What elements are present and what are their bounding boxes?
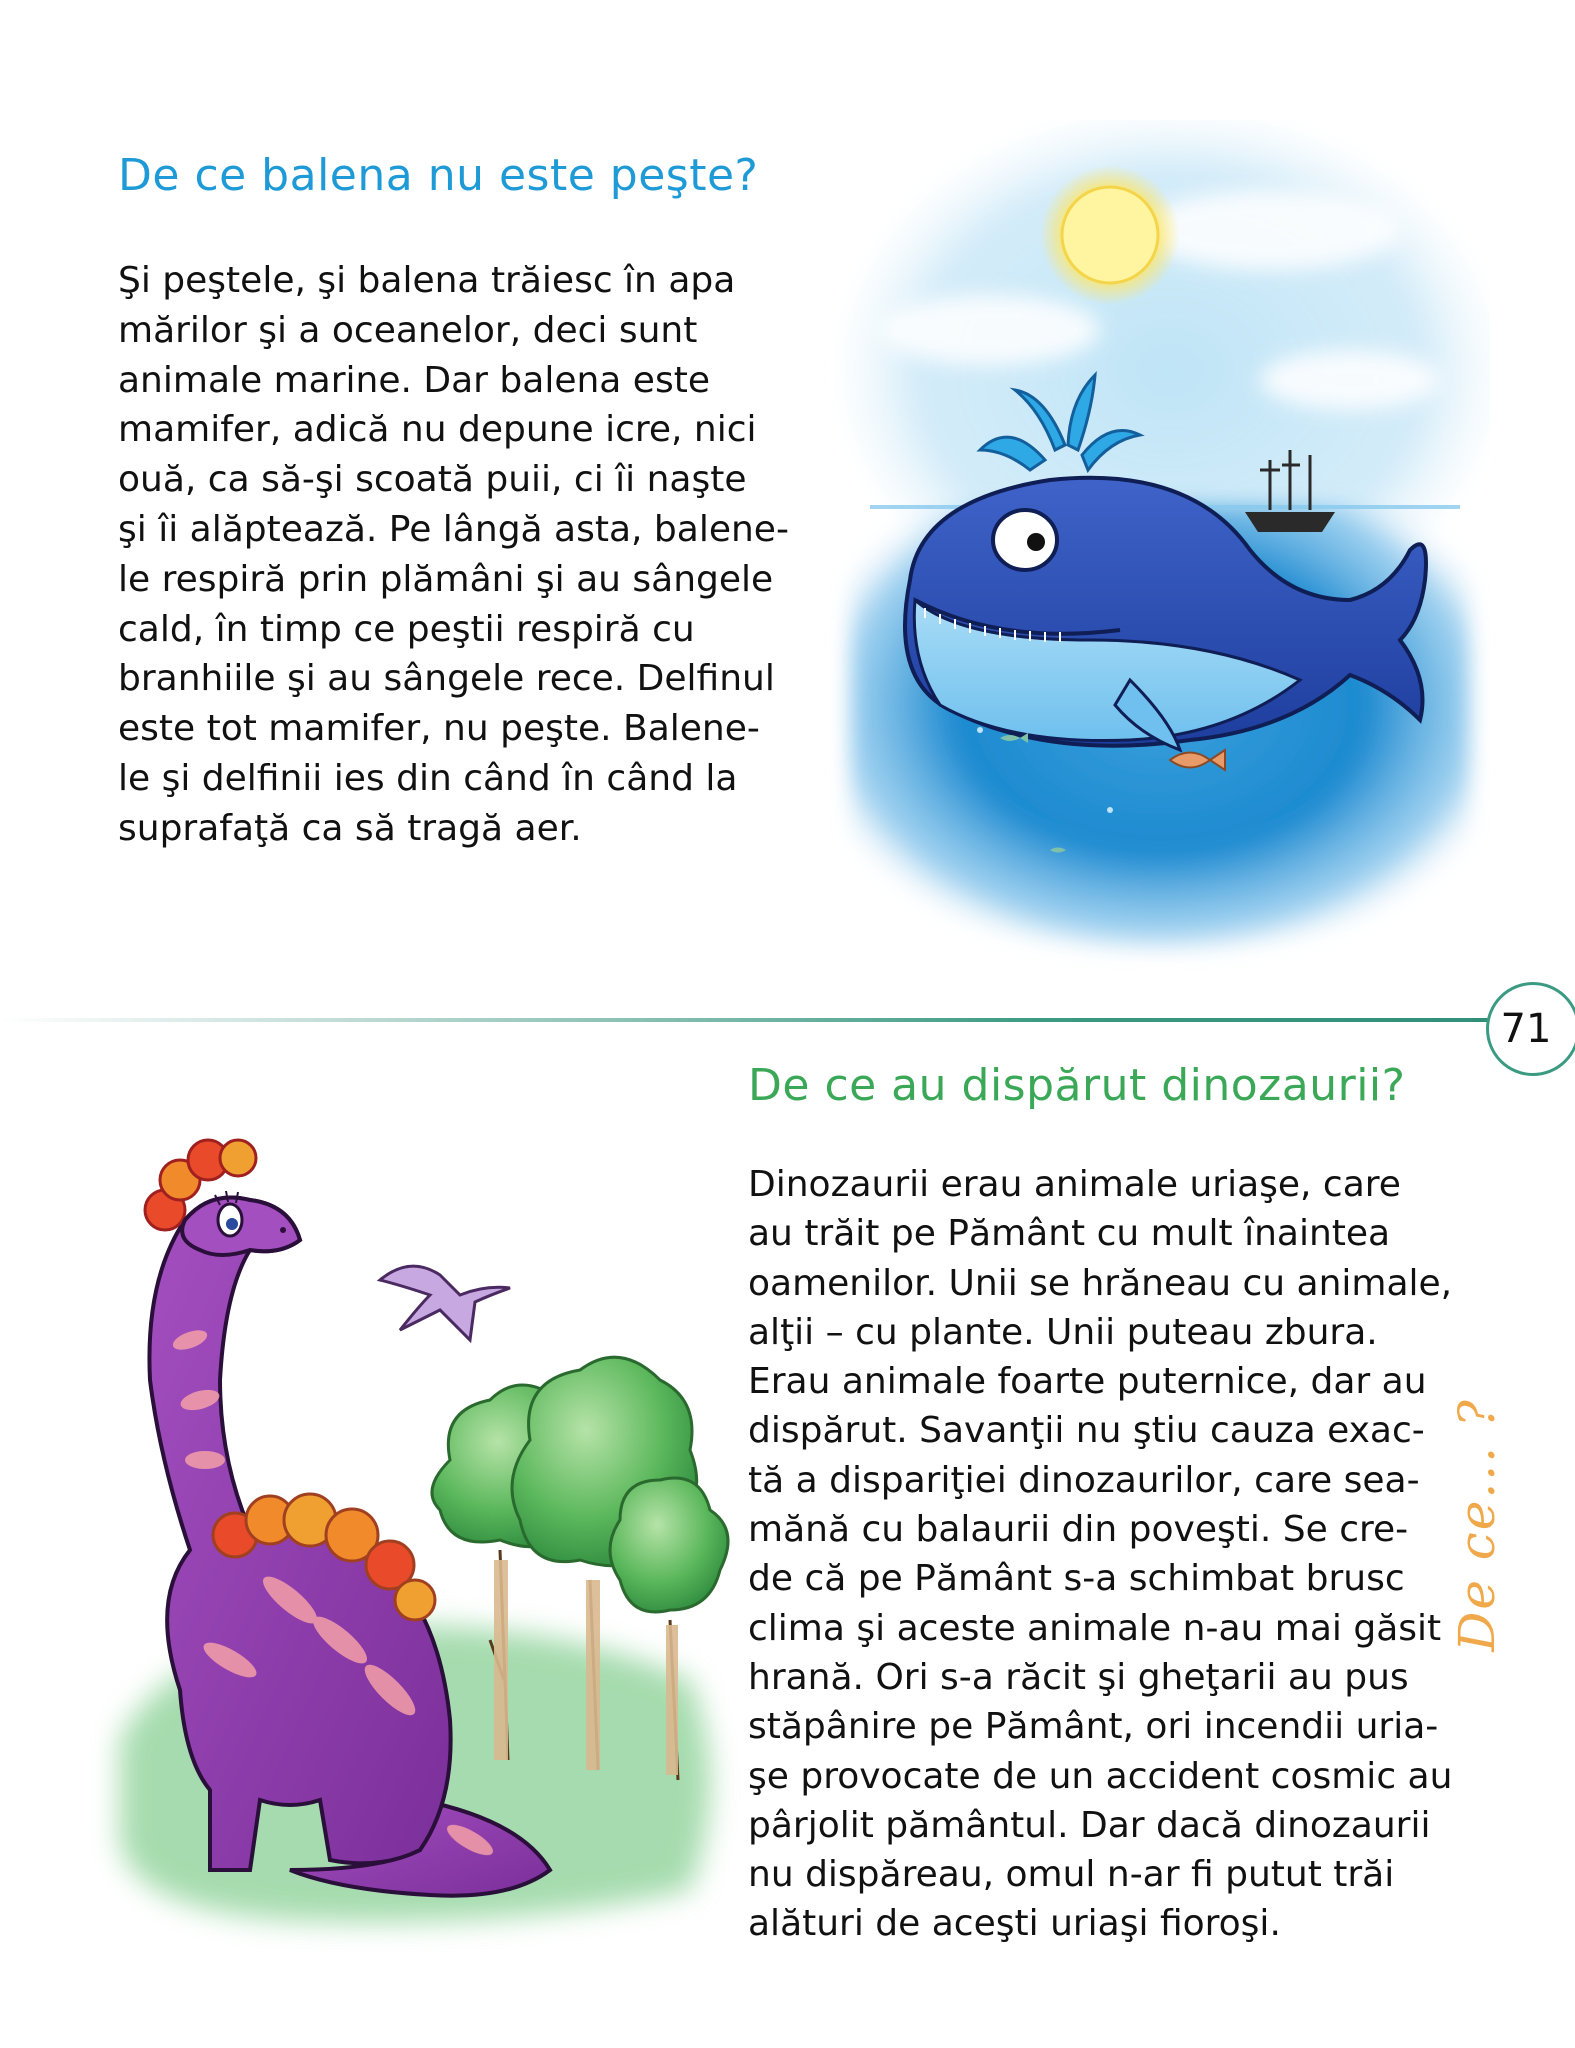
whale-text-line: le respiră prin plămâni şi au sângele (118, 558, 774, 600)
whale-text-line: mărilor şi a oceanelor, deci sunt (118, 309, 698, 351)
dino-text-line: oamenilor. Unii se hrăneau cu animale, (748, 1262, 1453, 1304)
whale-text-line: branhiile şi au sângele rece. Delfinul (118, 658, 775, 700)
whale-text-line: mamifer, adică nu depune icre, nici (118, 409, 757, 451)
dino-text-line: pârjolit pământul. Dar dacă dinozaurii (748, 1804, 1431, 1846)
dino-text-line: nu dispăreau, omul n-ar fi putut trăi (748, 1854, 1395, 1896)
whale-text-line: Şi peştele, şi balena trăiesc în apa (118, 260, 736, 301)
dino-text-line: mănă cu balaurii din poveşti. Se cre- (748, 1509, 1409, 1551)
dino-text-line: stăpânire pe Pământ, ori incendii uria- (748, 1706, 1439, 1748)
dino-text-line: Dinozaurii erau animale uriaşe, care (748, 1164, 1401, 1205)
dino-text-line: şe provocate de un accident cosmic au (748, 1755, 1453, 1797)
whale-text-line: şi îi alăptează. Pe lângă asta, balene- (118, 508, 789, 550)
dino-text-line: clima şi aceste animale n-au mai găsit (748, 1607, 1442, 1649)
whale-section-body (118, 256, 838, 854)
whale-illustration (830, 120, 1490, 990)
whale-text-line: suprafaţă ca să tragă aer. (118, 807, 582, 849)
running-title (1442, 1395, 1512, 1655)
dino-text-line: tă a dispariţiei dinozaurilor, care sea- (748, 1459, 1420, 1501)
dino-text-line: alături de aceşti uriaşi fioroşi. (748, 1903, 1281, 1945)
whale-text-line: este tot mamifer, nu peşte. Balene- (118, 708, 760, 750)
whale-text-line: animale marine. Dar balena este (118, 359, 710, 401)
dino-text-line: alţii – cu plante. Unii puteau zbura. (748, 1311, 1378, 1353)
dino-section-body (748, 1160, 1468, 1949)
whale-text-line: cald, în timp ce peştii respiră cu (118, 608, 695, 650)
dino-text-line: hrană. Ori s-a răcit şi gheţarii au pus (748, 1656, 1409, 1698)
whale-text-line: ouă, ca să-şi scoată puii, ci îi naşte (118, 459, 747, 501)
running-title-text: De ce... ? (1448, 1398, 1506, 1652)
dino-section-title: De ce au dispărut dinozaurii? (748, 1060, 1406, 1111)
section-divider (0, 1018, 1495, 1022)
dino-text-line: dispărut. Savanţii nu ştiu cauza exac- (748, 1410, 1425, 1452)
whale-section-title: De ce balena nu este peşte? (118, 150, 759, 201)
dinosaur-illustration (90, 1080, 750, 1960)
page-number: 71 (1486, 982, 1575, 1076)
dino-text-line: au trăit pe Pământ cu mult înaintea (748, 1213, 1391, 1255)
whale-text-line: le şi delfinii ies din când în când la (118, 757, 738, 799)
dino-text-line: de că pe Pământ s-a schimbat brusc (748, 1558, 1405, 1600)
dino-text-line: Erau animale foarte puternice, dar au (748, 1361, 1427, 1403)
